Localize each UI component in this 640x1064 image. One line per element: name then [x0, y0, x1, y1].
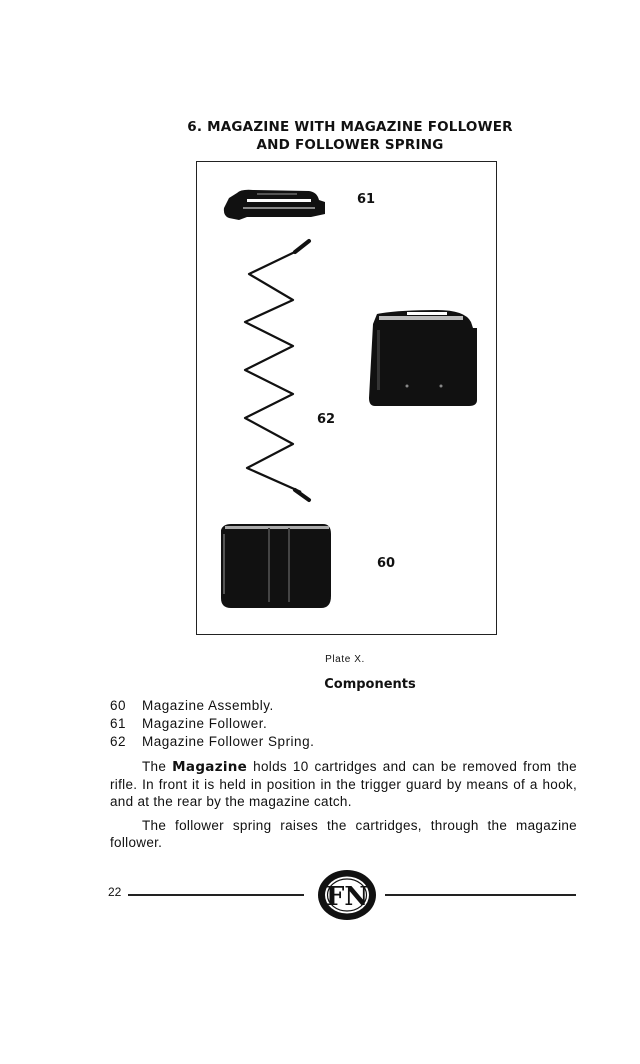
plate-illustration [196, 161, 497, 635]
page-number: 22 [108, 885, 122, 899]
magazine-term: Magazine [172, 759, 248, 775]
part-name: Magazine Follower. [142, 716, 268, 731]
fn-logo-icon [316, 867, 378, 923]
components-list [110, 697, 550, 751]
part-number: 62 [110, 734, 127, 749]
part-number: 60 [110, 698, 127, 713]
part-number: 61 [110, 716, 127, 731]
list-item [110, 697, 550, 715]
para1-lead: The [142, 759, 173, 774]
list-item [110, 715, 550, 733]
magazine-description-paragraph [110, 758, 577, 810]
footer-rule-right [385, 894, 576, 896]
label-spring-number: 62 [317, 412, 336, 427]
fn-logo-letters: FN [325, 882, 369, 912]
section-title-line-1: 6. MAGAZINE WITH MAGAZINE FOLLOWER [187, 119, 513, 135]
components-heading: Components [324, 677, 416, 692]
list-item [110, 733, 550, 751]
para2-text: The follower spring raises the cartridges, through the magazine follower. [110, 818, 577, 850]
magazine-assembly-drawing [221, 524, 331, 608]
spring-description-paragraph [110, 817, 577, 851]
plate-caption: Plate X. [325, 654, 365, 665]
part-name: Magazine Follower Spring. [142, 734, 315, 749]
footer-rule-left [128, 894, 304, 896]
part-name: Magazine Assembly. [142, 698, 274, 713]
para1-rest: holds 10 cartridges and can be removed from the rifle. In front it is held in position in the trigger guard by means of a hook, and at the rear by the magazine catch. [110, 759, 577, 809]
magazine-follower-drawing [224, 190, 325, 220]
follower-spring-drawing [245, 241, 309, 500]
magazine-body-drawing [369, 310, 477, 406]
label-follower-number: 61 [357, 192, 376, 207]
label-assembly-number: 60 [377, 556, 396, 571]
section-title-line-2: AND FOLLOWER SPRING [256, 137, 444, 153]
